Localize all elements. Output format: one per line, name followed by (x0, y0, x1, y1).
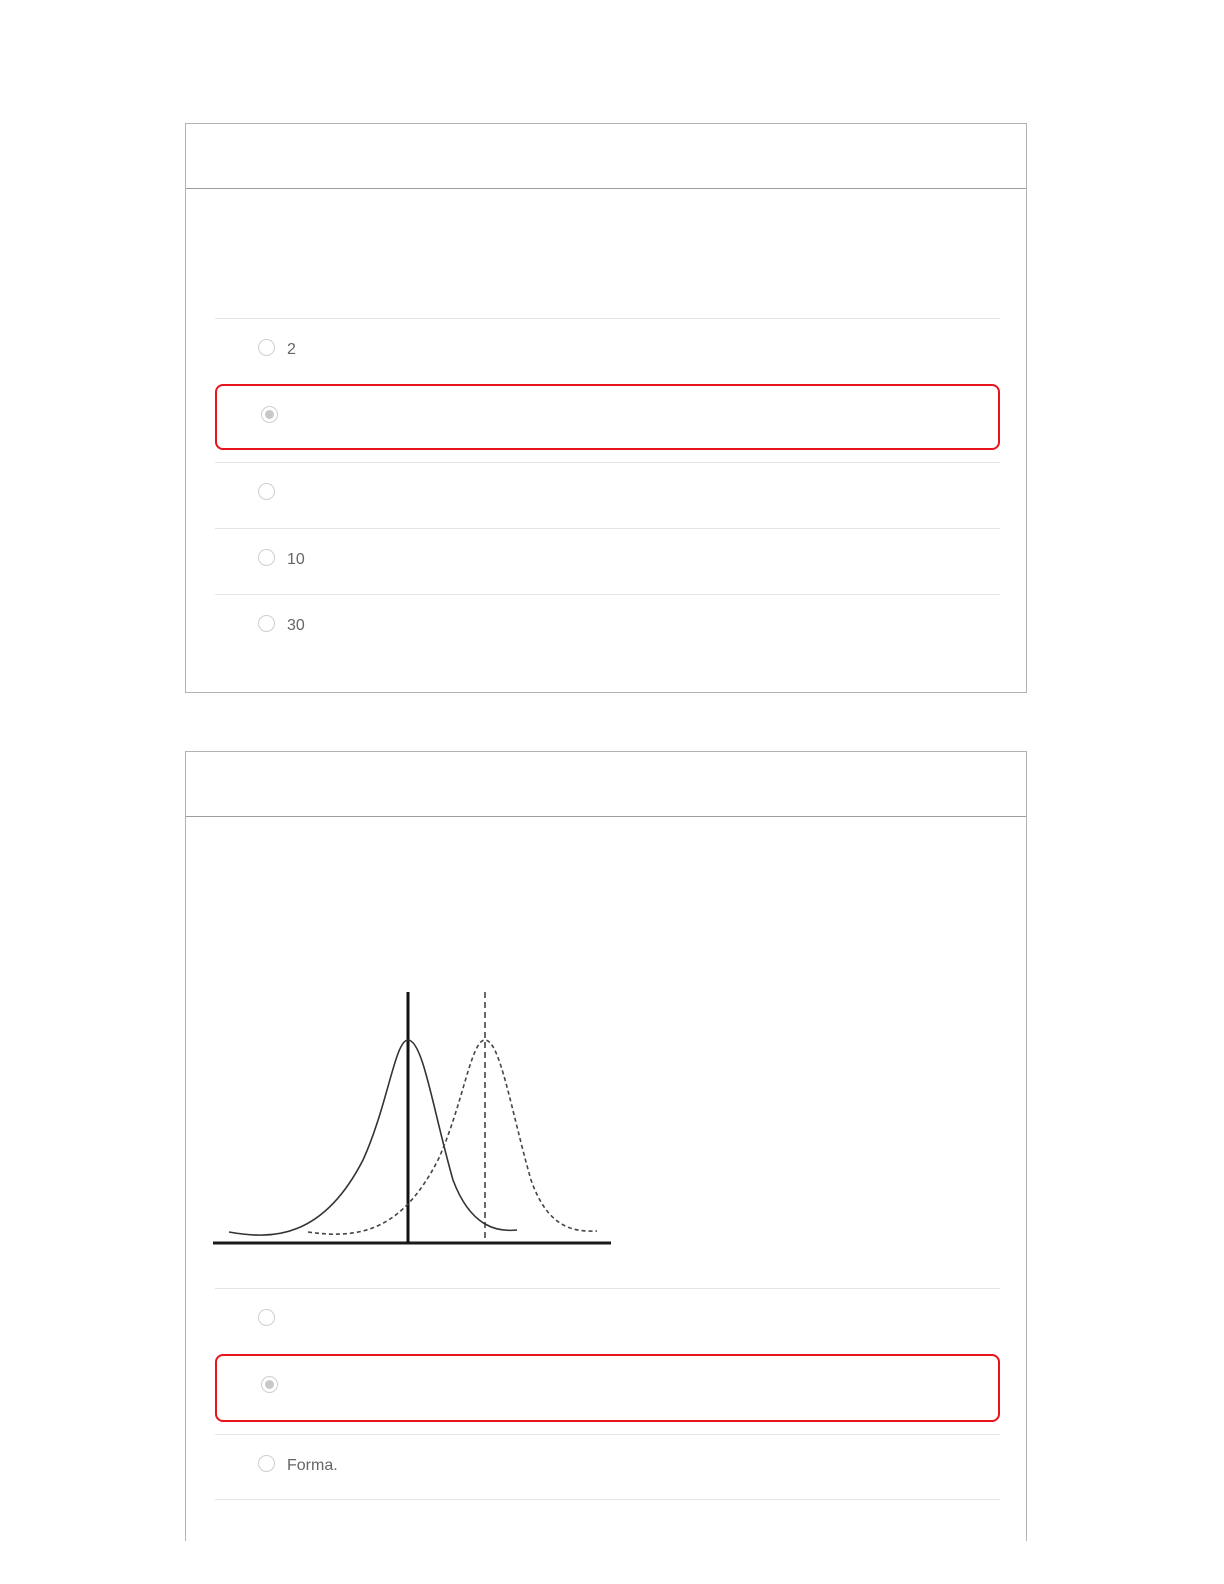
question-header (186, 752, 1026, 817)
distribution-curves-figure (213, 990, 613, 1248)
radio-button-checked[interactable] (261, 406, 278, 423)
radio-button[interactable] (258, 483, 275, 500)
radio-button[interactable] (258, 1309, 275, 1326)
option-label: Forma. (287, 1457, 338, 1474)
question-card-2 (185, 751, 1027, 1541)
answer-options (215, 1288, 1000, 1500)
answer-option[interactable] (215, 1434, 1000, 1500)
question-header (186, 124, 1026, 189)
answer-option[interactable] (215, 318, 1000, 384)
answer-options (215, 318, 1000, 660)
answer-option[interactable] (215, 528, 1000, 594)
solid-distribution-curve (229, 1040, 517, 1235)
answer-option-selected[interactable] (215, 384, 1000, 450)
radio-button[interactable] (258, 339, 275, 356)
selection-highlight-frame (215, 1354, 1000, 1422)
radio-button-checked[interactable] (261, 1376, 278, 1393)
radio-button[interactable] (258, 1455, 275, 1472)
selection-highlight-frame (215, 384, 1000, 450)
answer-option[interactable] (215, 462, 1000, 528)
answer-option[interactable] (215, 594, 1000, 660)
option-label: 2 (287, 341, 296, 358)
dashed-distribution-curve (308, 1040, 597, 1234)
radio-button[interactable] (258, 615, 275, 632)
answer-option-selected[interactable] (215, 1354, 1000, 1422)
question-card-1 (185, 123, 1027, 693)
option-label: 10 (287, 551, 305, 568)
option-label: 30 (287, 617, 305, 634)
radio-button[interactable] (258, 549, 275, 566)
answer-option[interactable] (215, 1288, 1000, 1354)
